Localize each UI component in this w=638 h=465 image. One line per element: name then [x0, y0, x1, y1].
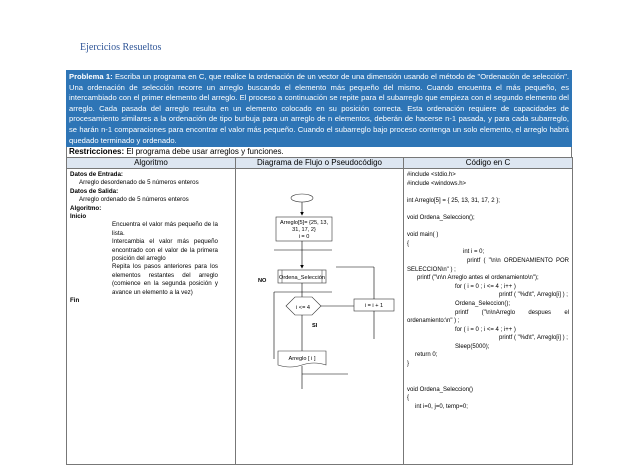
code-line: printf ( "%d\t", Arreglo[i] ) ;	[499, 335, 568, 342]
problem-label: Problema 1:	[69, 72, 113, 81]
column-header-algorithm: Algoritmo	[67, 158, 236, 169]
code-line: {	[407, 240, 410, 247]
start-label: Inicio	[70, 213, 87, 221]
si-label: SI	[312, 323, 318, 329]
no-label: NO	[258, 278, 267, 284]
code-token: despues	[528, 309, 552, 316]
code-line: #include <stdio.h>	[407, 172, 456, 178]
code-token: el	[564, 309, 569, 316]
problem-text: Escriba un programa en C, que realice la ordenación de un vector de una dimensión usando el método de "Ordenación de selección". Una ordenación de selección recorre un arreglo buscando el elemento más pequeño del mismo. Cuando encuentra el más pequeño, es intercambiado con el primer elemento del arreglo. El proceso a continuación se repite para el subarreglo que empieza con el segundo elemento del arreglo. Cada pasada del arreglo resulta en un elemento colocado en su posición correcta. Esta ordenación requiere de capacidades de procesamiento similares a la ordenación de tipo burbuja para un arreglo de n elementos, deberán de hacerse n-1 pasada, y para cada subarreglo, se harán n-1 comparaciones para encontrar el valor más pequeño. Cuando el subarreglo bajo proceso contenga un solo elemento, el arreglo habrá quedado terminado y ordenado.	[69, 72, 569, 145]
code-token: (	[483, 257, 486, 264]
init-line-2: 31, 17, 2}	[292, 227, 316, 233]
code-line: return 0;	[415, 352, 438, 359]
diagram-cell	[236, 169, 404, 465]
code-line: void Ordena_Seleccion();	[407, 214, 475, 221]
restrictions-text: El programa debe usar arreglos y funciones.	[124, 147, 284, 156]
table-body-row	[67, 169, 573, 465]
restrictions-label: Restricciones:	[69, 147, 125, 156]
step-3: Repita los pasos anteriores para los elementos restantes del arreglo (comience en la segunda posición y avance un elemento a la vez)	[112, 263, 218, 296]
code-line: for ( i = 0 ; i <= 4 ; i++ )	[455, 326, 516, 333]
algorithm-cell	[67, 169, 236, 465]
increment-label: i = i + 1	[364, 303, 384, 309]
code-line: SELECCION\n" ) ;	[407, 266, 456, 273]
code-line: #include <windows.h>	[407, 180, 467, 187]
code-line	[407, 309, 569, 318]
code-line: void Ordena_Seleccion()	[407, 386, 474, 393]
init-line-3: i = 0	[298, 234, 310, 240]
code-line: {	[407, 395, 410, 402]
code-line: Ordena_Seleccion();	[455, 300, 511, 307]
code-token: printf	[455, 309, 469, 316]
flowchart	[236, 169, 404, 459]
code-line: Sleep(5000);	[455, 343, 490, 350]
input-label: Datos de Entrada:	[70, 171, 123, 178]
problem-statement	[66, 70, 572, 147]
step-1: Encuentra el valor más pequeño de la lista.	[112, 221, 218, 237]
column-header-diagram: Diagrama de Flujo o Pseudocódigo	[236, 158, 404, 169]
code-cell	[404, 169, 573, 465]
process-label: Ordena_Selección	[278, 275, 326, 281]
code-token: ORDENAMIENTO	[503, 257, 553, 264]
solution-table	[66, 157, 573, 465]
code-token: printf	[467, 257, 481, 264]
column-header-code: Código en C	[404, 158, 573, 169]
code-token: ("\n\nArreglo	[481, 309, 516, 316]
table-header-row	[67, 158, 573, 169]
code-line: for ( i = 0 ; i <= 4 ; i++ )	[455, 283, 516, 290]
code-token: "\n\n	[488, 257, 501, 264]
decision-label: i <= 4	[296, 305, 310, 311]
algorithm-label: Algoritmo:	[70, 204, 102, 212]
page-heading: Ejercicios Resueltos	[80, 42, 162, 53]
code-line: ordenamiento:\n" ) ;	[407, 318, 460, 325]
code-line: int i = 0;	[463, 249, 485, 256]
end-label: Fin	[70, 297, 80, 305]
code-line: int Arreglo[5] = { 25, 13, 31, 17, 2 };	[407, 197, 500, 204]
code-line: printf ( "%d\t", Arreglo[i] ) ;	[499, 292, 568, 299]
init-line-1: Arreglo[5]= {25, 13,	[279, 220, 329, 226]
start-terminal	[291, 194, 313, 202]
code-line: int i=0, j=0, temp=0;	[415, 404, 468, 411]
code-line: printf ("\n\n Arreglo antes el ordenamiento\n");	[417, 275, 539, 282]
code-token: POR	[555, 257, 569, 264]
input-text: Arreglo desordenado de 5 números enteros	[79, 179, 199, 187]
output-text: Arreglo ordenado de 5 números enteros	[79, 196, 189, 204]
code-line: void main( )	[407, 232, 439, 239]
output-label: Arreglo [ i ]	[288, 356, 316, 362]
code-line	[407, 257, 569, 266]
code-line: }	[407, 361, 410, 368]
step-2: Intercambia el valor más pequeño encontrado con el valor de la primera posición del arreglo	[112, 238, 218, 263]
output-label: Datos de Salida:	[70, 187, 119, 195]
